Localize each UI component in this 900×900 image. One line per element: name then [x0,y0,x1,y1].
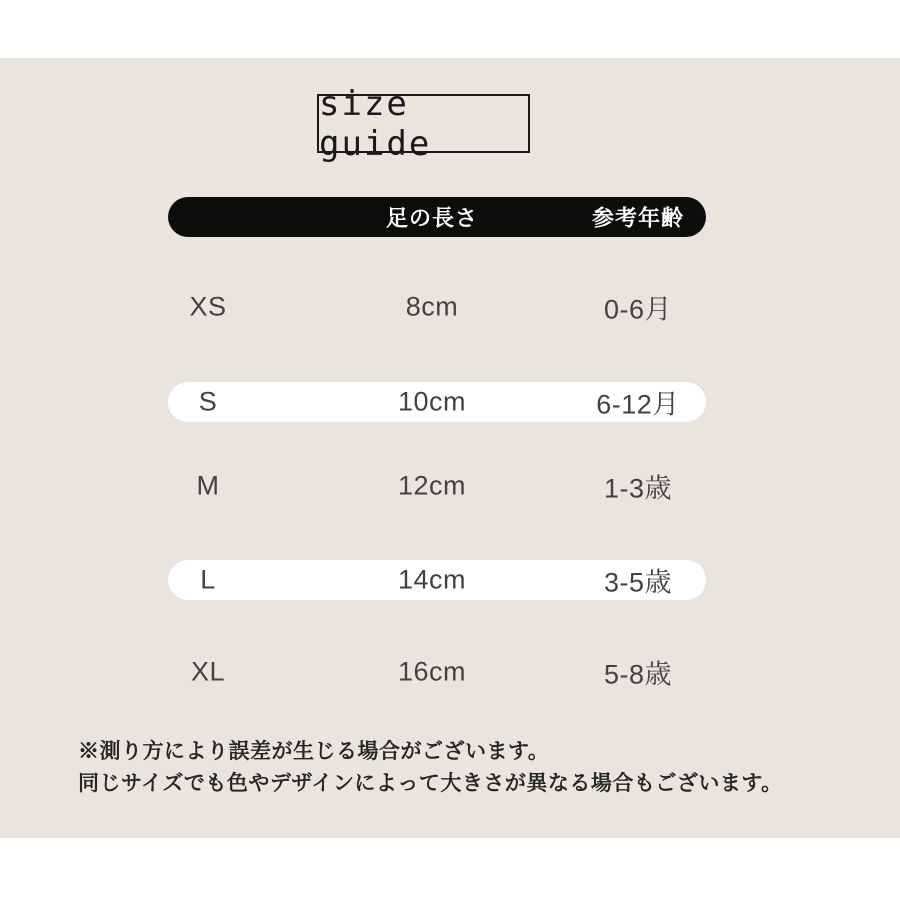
column-header-age: 参考年齢 [591,205,685,231]
age-value: 3-5歳 [603,567,673,598]
length-value: 16cm [397,656,467,687]
table-header-row [168,197,706,237]
table-row [168,382,706,422]
size-label: S [198,386,218,417]
note-line: 同じサイズでも色やデザインによって大きさが異なる場合もございます。 [78,772,783,795]
note-line: ※測り方により誤差が生じる場合がございます。 [78,740,550,763]
table-row [168,652,706,692]
age-value: 6-12月 [596,389,680,420]
size-label: L [200,564,216,595]
age-value: 5-8歳 [603,659,673,690]
table-row [168,466,706,506]
length-value: 8cm [405,291,459,322]
page-title: size guide [319,83,432,164]
age-value: 0-6月 [603,294,673,325]
length-value: 10cm [397,386,467,417]
age-value: 1-3歳 [603,473,673,504]
size-label: M [196,470,220,501]
length-value: 12cm [397,470,467,501]
size-label: XL [190,656,226,687]
length-value: 14cm [397,564,467,595]
column-header-length: 足の長さ [385,205,479,231]
table-row [168,287,706,327]
disclaimer-notes [78,736,838,800]
table-row [168,560,706,600]
size-label: XS [189,291,227,322]
